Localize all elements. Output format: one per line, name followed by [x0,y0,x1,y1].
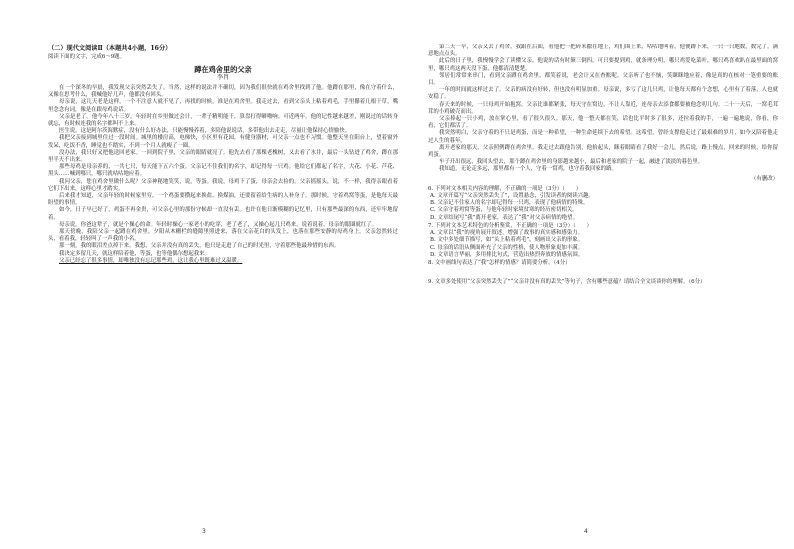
questions [428,186,778,296]
paragraph: 后来我才知道，父亲年轻的时候家里穷，一个鸡蛋要攒起来换盐、换煤油，还要留着给生病的人补身子。那时候，守着鸡窝等蛋，是他每天最盼望的事情。 [48,193,398,207]
section-heading: （二）现代文阅读Ⅱ（本题共4小题，16分） [48,45,172,52]
story-author: 李肖 [216,74,229,81]
highlighted-sentence: 父亲已经忘了很多事情，却唯独没有忘记那些鸡，这让我心里既难过又温暖。 [59,257,243,264]
answer-option: D. 文章语言华丽，多用排比句式，营造出热烈奔放的情感氛围。 [430,251,584,258]
paragraph: 车子开出很远，我回头望去，那个蹲在鸡舍里的身影越来越小，最后和老家的院子一起，融进了淡淡的暮色里。 [439,159,704,166]
paragraph: 一年的时间就这样过去了。父亲的病没有好转，但也没有明显加重。母亲说，多亏了这几只鸡，让他每天都有个念想，心里有了着落，人也就安稳了。 [428,87,778,101]
paragraph: 如今，日子早已好了，鸡蛋不再金贵，可父亲心里的那份守候却一直没有丢。也许在他日渐模糊的记忆里，只有那些最深的东西，还牢牢地留着。 [48,207,398,221]
paragraph: 父亲是老了。他今年八十三岁，年轻时在乡里做过会计，一辈子精明能干，算盘打得噼啪响。可近两年，他的记性越来越差，刚说过的话转身就忘，有时候连我的名字都叫不上来。 [48,113,398,128]
source-note: （有删改） [751,175,778,182]
answer-option: C. 母亲的话语从侧面补充了父亲的性格，使人物形象更加丰满。 [430,244,583,251]
paragraph: 我决定多留几天，就这样陪着他，等蛋，也等他偶尔想起我来。 [59,250,210,257]
answer-option: A. 文章以“我”的视角展开叙述，增强了故事的真实感和感染力。 [430,230,583,237]
question-stem: 7. 下列对文本艺术特色的分析鉴赏，不正确的一项是（3分）（ ） [428,222,592,229]
paragraph: 我知道，无论走多远，那里都有一个人，守着一窝鸡，也守着我回家的路。 [439,166,617,173]
answer-option: B. 父亲记不住家人的名字却记得每一只鸡，表现了他病情的特殊。 [430,200,589,207]
paragraph: 我把父亲接到城里住过一段时间。城里的楼房高，电梯快，小区里有花园，有健身器材，可父亲一点也不习惯。他整天坐在阳台上，望着窗外发呆，吃饭不香，睡觉也不踏实，不到一个月人就瘦了一圈。 [48,135,398,149]
answer-option: C. 父亲守着鸡窝等蛋，与他年轻时家境贫寒的经历密切相关。 [430,207,578,214]
question-block [428,186,778,222]
left-page [48,44,398,514]
answer-option: B. 文中多处细节描写，如“头上粘着鸡毛”，刻画出父亲的形象。 [430,237,584,244]
left-paragraphs [48,85,398,258]
paragraph: 医生说，这是阿尔茨海默症，没有什么好办法，只能慢慢养着，多陪他说说话，多带他出去走走，尽量让他保持心情愉快。 [59,128,351,135]
answer-option: D. 文章结尾写“我”离开老家，表达了“我”对父亲病情的绝望。 [430,214,578,221]
paragraph: 没办法，我只好又把他送回老家。一回到院子里，父亲的眼睛就亮了。他先去看了那棵老槐树，又去看了水井，最后一头钻进了鸡舍，蹲在那里半天不出来。 [48,149,398,164]
question-block [428,260,778,277]
page-number-right: 4 [584,528,588,535]
paragraph: 母亲说，这几天老是这样，一个不注意人就不见了，再找的时候，准是在鸡舍里。我走过去，看到父亲头上粘着鸡毛，手里攥着几根干草，嘴里念念有词，像是在跟母鸡说话。 [48,99,398,113]
question-stem: 9. 文章多处使用“父亲突然丢失了”“父亲并没有真的丢失”等句子，含有哪些意蕴？请结合全文谈谈你的理解。（6分） [428,278,706,285]
answer-space [428,286,778,296]
paragraph: 父亲捧起一只小鸡，放在掌心里，看了很久很久。那天，他一整天都在笑，话也比平时多了很多，还拉着我的手，一遍一遍地说，你看，你看，它们都活了。 [428,116,778,130]
paragraph: 第二天一早，父亲又去了鸡舍。我跟在后面，看他把一把碎米撒在地上，鸡们围上来，咕咕地叫着，他便蹲下来，一只一只地数，数完了，满意地点点头。 [428,44,778,58]
paragraph: 母亲说，你爸这辈子，就是个操心的命。年轻时操心一家老小的吃穿，老了老了，又操心起几只鸡来。说着说着，母亲的眼圈就红了。 [59,221,378,228]
paragraph: 我突然明白，父亲守着的不只是鸡蛋，而是一种希望，一种生命延续下去的希望。这希望，曾经支撑他走过了最艰难的岁月，如今又陪着他走过人生的暮年。 [428,130,778,144]
paragraph: 春天来的时候，一只母鸡开始抱窝。父亲比谁都紧张，每天守在窝边，不让人靠近，连母亲去添食都要被他念叨几句。二十一天后，一窝毛茸茸的小鸡破壳而出。 [428,101,778,115]
story-title: 蹲在鸡舍里的父亲 [194,65,252,74]
question-stem: 8. 文中画线句表达了“我”怎样的情感？请简要分析。（4分） [428,260,571,267]
paragraph: 我问父亲，您在鸡舍里做什么呢？父亲神秘地笑笑，说，等蛋。我说，母鸡下了蛋，母亲会去捡的。父亲摇摇头，说，不一样，我得亲眼看着它们下出来，这样心里才踏实。 [48,178,398,192]
question-block [428,279,778,296]
paragraph: 离开老家的那天，父亲照例蹲在鸡舍里。我走过去跟他告别，他抬起头，眯着眼睛看了我好一会儿，然后说，路上慢点，回来的时候，给你留鸡蛋。 [428,144,778,159]
answer-option: A. 文章开篇写“父亲突然丢失了”，设置悬念，引发读者的阅读兴趣。 [430,193,594,200]
question-stem: 6. 下列对文本相关内容的理解，不正确的一项是（3分）（ ） [428,185,582,192]
page-number-left: 3 [202,528,206,535]
paragraph: 那一刻，我的眼泪差点掉下来。我想，父亲并没有真的丢失，他只是走进了自己的时光里，守着那些他最珍惜的东西。 [59,243,340,250]
question-block [428,223,778,259]
paragraph: 此后的日子里，我慢慢学会了读懂父亲。他说的话有时颠三倒四，可只要提到鸡，就条理分明，哪只鸡爱吃菜叶，哪只鸡喜欢趴在最里面的窝里，哪只鸡这两天没下蛋，他都清清楚楚。 [428,58,778,72]
paragraph: 那些母鸡是母亲养的，一共七只，每天能下五六个蛋。父亲记不住我们的名字，却记得每一只鸡。他给它们都起了名字，大花、小花、芦花、黑头……喊到哪只，哪只就咕咕地应着。 [48,164,398,178]
paragraph: 邻居们常常来串门，看到父亲蹲在鸡舍里，都笑着说，老会计又在查账呢。父亲听了也不恼，笑眯眯地应着，像是真的在核对一笔重要的账目。 [428,72,778,87]
answer-space [428,268,778,278]
right-paragraphs [428,44,778,174]
paragraph: 那天傍晚，我陪父亲一起蹲在鸡舍里。夕阳从木栅栏的缝隙里照进来，落在父亲花白的头发上，也落在那些安静的母鸡身上。父亲忽然转过头，看着我，轻轻叫了一声我的小名。 [48,229,398,243]
paragraph: 在一个深冬的早晨，我发现父亲突然丢失了。当然，这样的说法并不确切，因为我们很快就在鸡舍里找到了他。他蹲在那里，像在守着什么，又像在思考什么，我喊他好几声，他都没有回头。 [48,85,398,99]
reading-instruction: 阅读下面的文字，完成6～9题。 [48,54,125,60]
right-page [428,44,778,514]
